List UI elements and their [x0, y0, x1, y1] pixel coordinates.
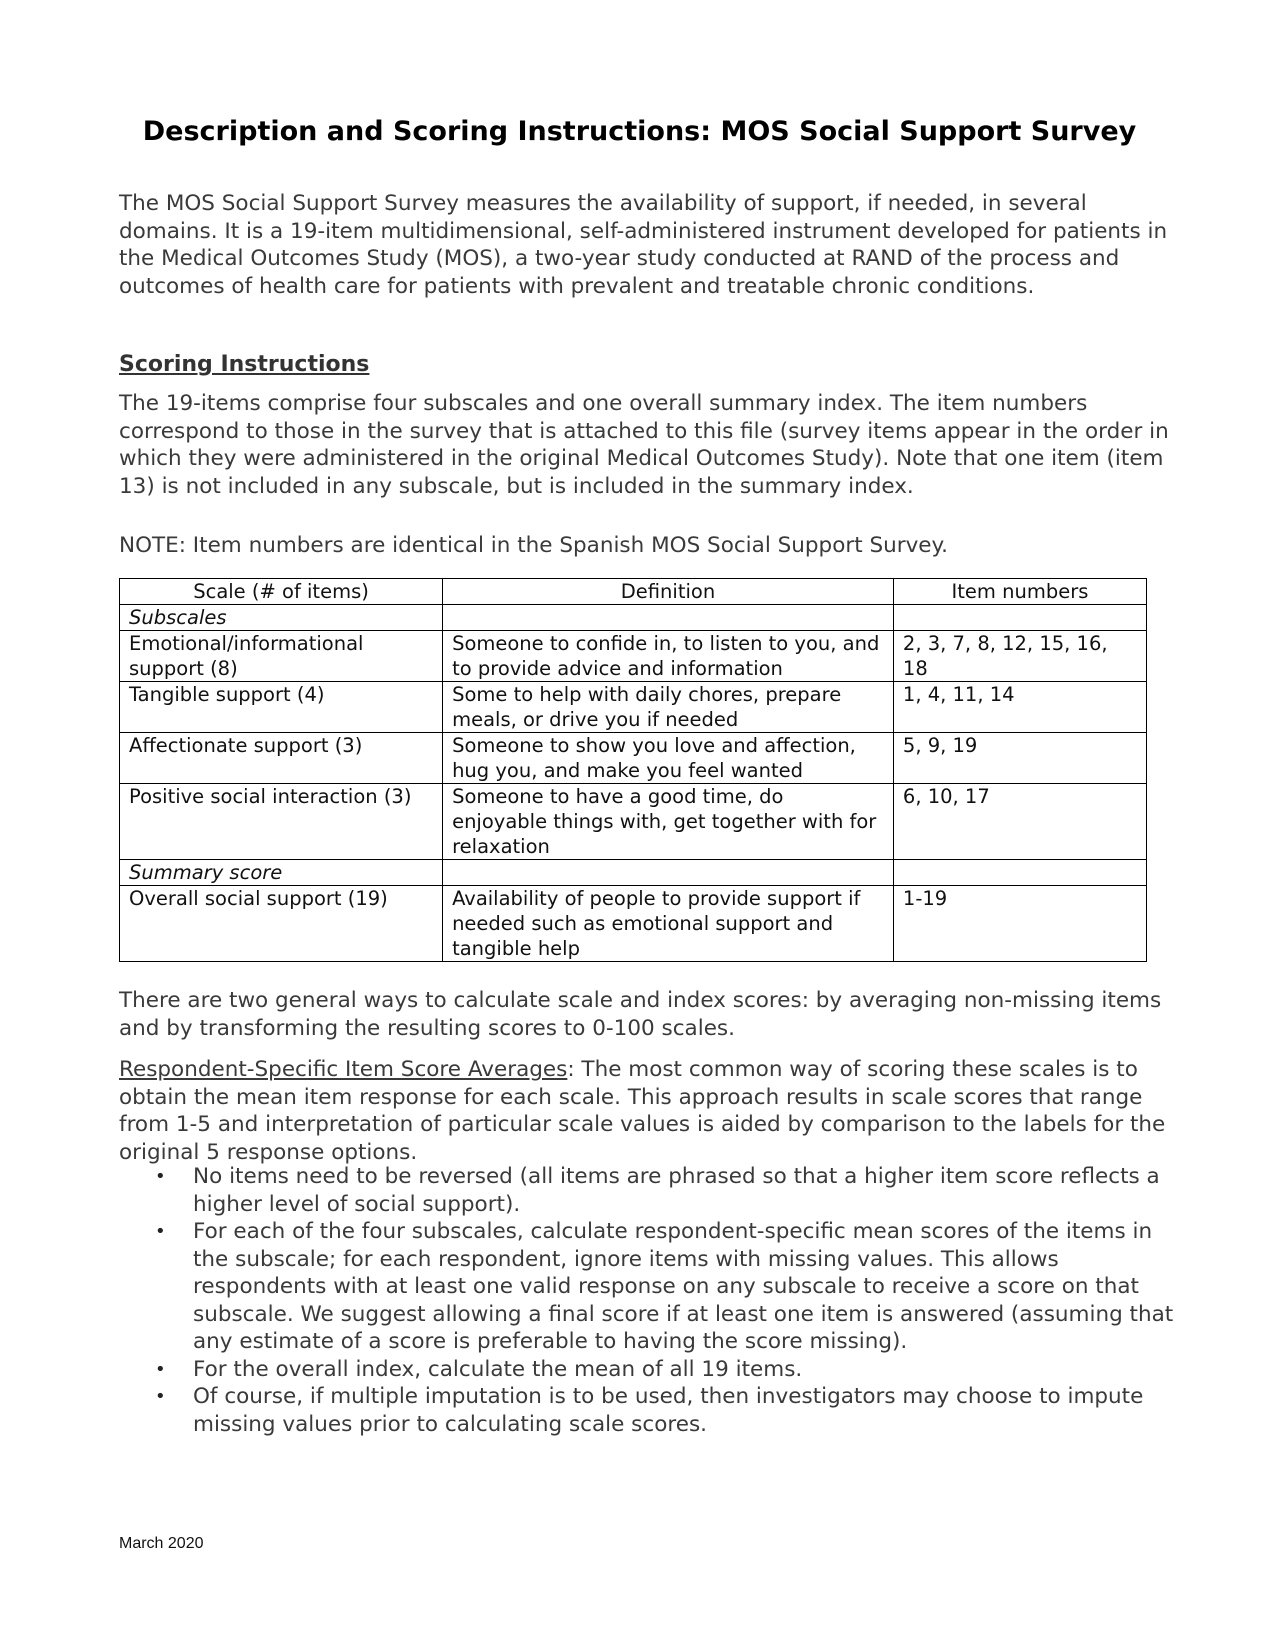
list-item-text: Of course, if multiple imputation is to be used, then investigators may choose to impute missing values prior to calculating scale scores. [193, 1384, 1144, 1437]
footer-date: March 2020 [119, 1535, 204, 1552]
definition-cell: Someone to confide in, to listen to you, and to provide advice and information [443, 631, 894, 682]
table-row [120, 682, 1147, 733]
averages-paragraph [119, 1056, 1179, 1166]
document-title: Description and Scoring Instructions: MOS Social Support Survey [142, 116, 1137, 147]
definition-cell: Availability of people to provide support if needed such as emotional support and tangible help [443, 886, 894, 962]
header-definition: Definition [443, 579, 894, 605]
list-item-text: For each of the four subscales, calculate respondent-specific mean scores of the items in the subscale; for each respondent, ignore items with missing values. This allows respondents with at least one valid response on any subscale to receive a score on that subscale. We suggest allowing a final score if at least one item is answered (assuming that any estimate of a score is preferable to having the score missing). [193, 1219, 1174, 1354]
header-scale: Scale (# of items) [120, 579, 443, 605]
list-item [155, 1356, 1179, 1384]
list-item [155, 1383, 1179, 1438]
empty-cell [893, 605, 1146, 631]
list-item-text: No items need to be reversed (all items are phrased so that a higher item score reflects a higher level of social support). [193, 1164, 1160, 1217]
table-section-row [120, 860, 1147, 886]
table-section-row [120, 605, 1147, 631]
note-paragraph: NOTE: Item numbers are identical in the Spanish MOS Social Support Survey. [119, 533, 949, 558]
item-numbers-cell: 2, 3, 7, 8, 12, 15, 16, 18 [893, 631, 1146, 682]
averages-label: Respondent-Specific Item Score Averages [119, 1057, 568, 1082]
table-row [120, 886, 1147, 962]
scale-cell: Overall social support (19) [120, 886, 443, 962]
table-row [120, 733, 1147, 784]
section-label-summary: Summary score [120, 860, 443, 886]
scoring-paragraph: The 19-items comprise four subscales and one overall summary index. The item numbers correspond to those in the survey that is attached to this file (survey items appear in the order in which they were administered in the original Medical Outcomes Study). Note that one item (item 13) is not included in any subscale, but is included in the summary index. [119, 391, 1169, 499]
scale-cell: Positive social interaction (3) [120, 784, 443, 860]
table-row [120, 784, 1147, 860]
item-numbers-cell: 1-19 [893, 886, 1146, 962]
empty-cell [893, 860, 1146, 886]
empty-cell [443, 860, 894, 886]
bullet-icon: • [155, 1358, 166, 1380]
item-numbers-cell: 5, 9, 19 [893, 733, 1146, 784]
list-item-text: For the overall index, calculate the mean of all 19 items. [193, 1356, 803, 1382]
section-label-subscales: Subscales [120, 605, 443, 631]
bullet-icon: • [155, 1166, 166, 1187]
scoring-bullet-list [119, 1163, 1179, 1438]
bullet-icon: • [155, 1386, 166, 1407]
empty-cell [443, 605, 894, 631]
calculation-ways-paragraph: There are two general ways to calculate scale and index scores: by averaging non-missing items and by transforming the resulting scores to 0-100 scales. [119, 988, 1162, 1041]
list-item [155, 1163, 1179, 1218]
intro-paragraph: The MOS Social Support Survey measures the availability of support, if needed, in several domains. It is a 19-item multidimensional, self-administered instrument developed for patients in the Medical Outcomes Study (MOS), a two-year study conducted at RAND of the process and outcomes of health care for patients with prevalent and treatable chronic conditions. [119, 191, 1168, 299]
definition-cell: Some to help with daily chores, prepare meals, or drive you if needed [443, 682, 894, 733]
scale-cell: Affectionate support (3) [120, 733, 443, 784]
bullet-icon: • [155, 1221, 166, 1242]
definition-cell: Someone to have a good time, do enjoyable things with, get together with for relaxation [443, 784, 894, 860]
scoring-instructions-heading: Scoring Instructions [119, 352, 370, 377]
item-numbers-cell: 6, 10, 17 [893, 784, 1146, 860]
header-item-numbers: Item numbers [893, 579, 1146, 605]
scale-cell: Emotional/informational support (8) [120, 631, 443, 682]
item-numbers-cell: 1, 4, 11, 14 [893, 682, 1146, 733]
table-row [120, 631, 1147, 682]
definition-cell: Someone to show you love and affection, hug you, and make you feel wanted [443, 733, 894, 784]
table-header-row [120, 579, 1147, 605]
list-item [155, 1218, 1179, 1356]
scales-table [119, 578, 1147, 962]
scale-cell: Tangible support (4) [120, 682, 443, 733]
averages-text: : The most common way of scoring these scales is to obtain the mean item response for each scale. This approach results in scale scores that range from 1-5 and interpretation of particular scale values is aided by comparison to the labels for the original 5 response options. [119, 1057, 1166, 1165]
